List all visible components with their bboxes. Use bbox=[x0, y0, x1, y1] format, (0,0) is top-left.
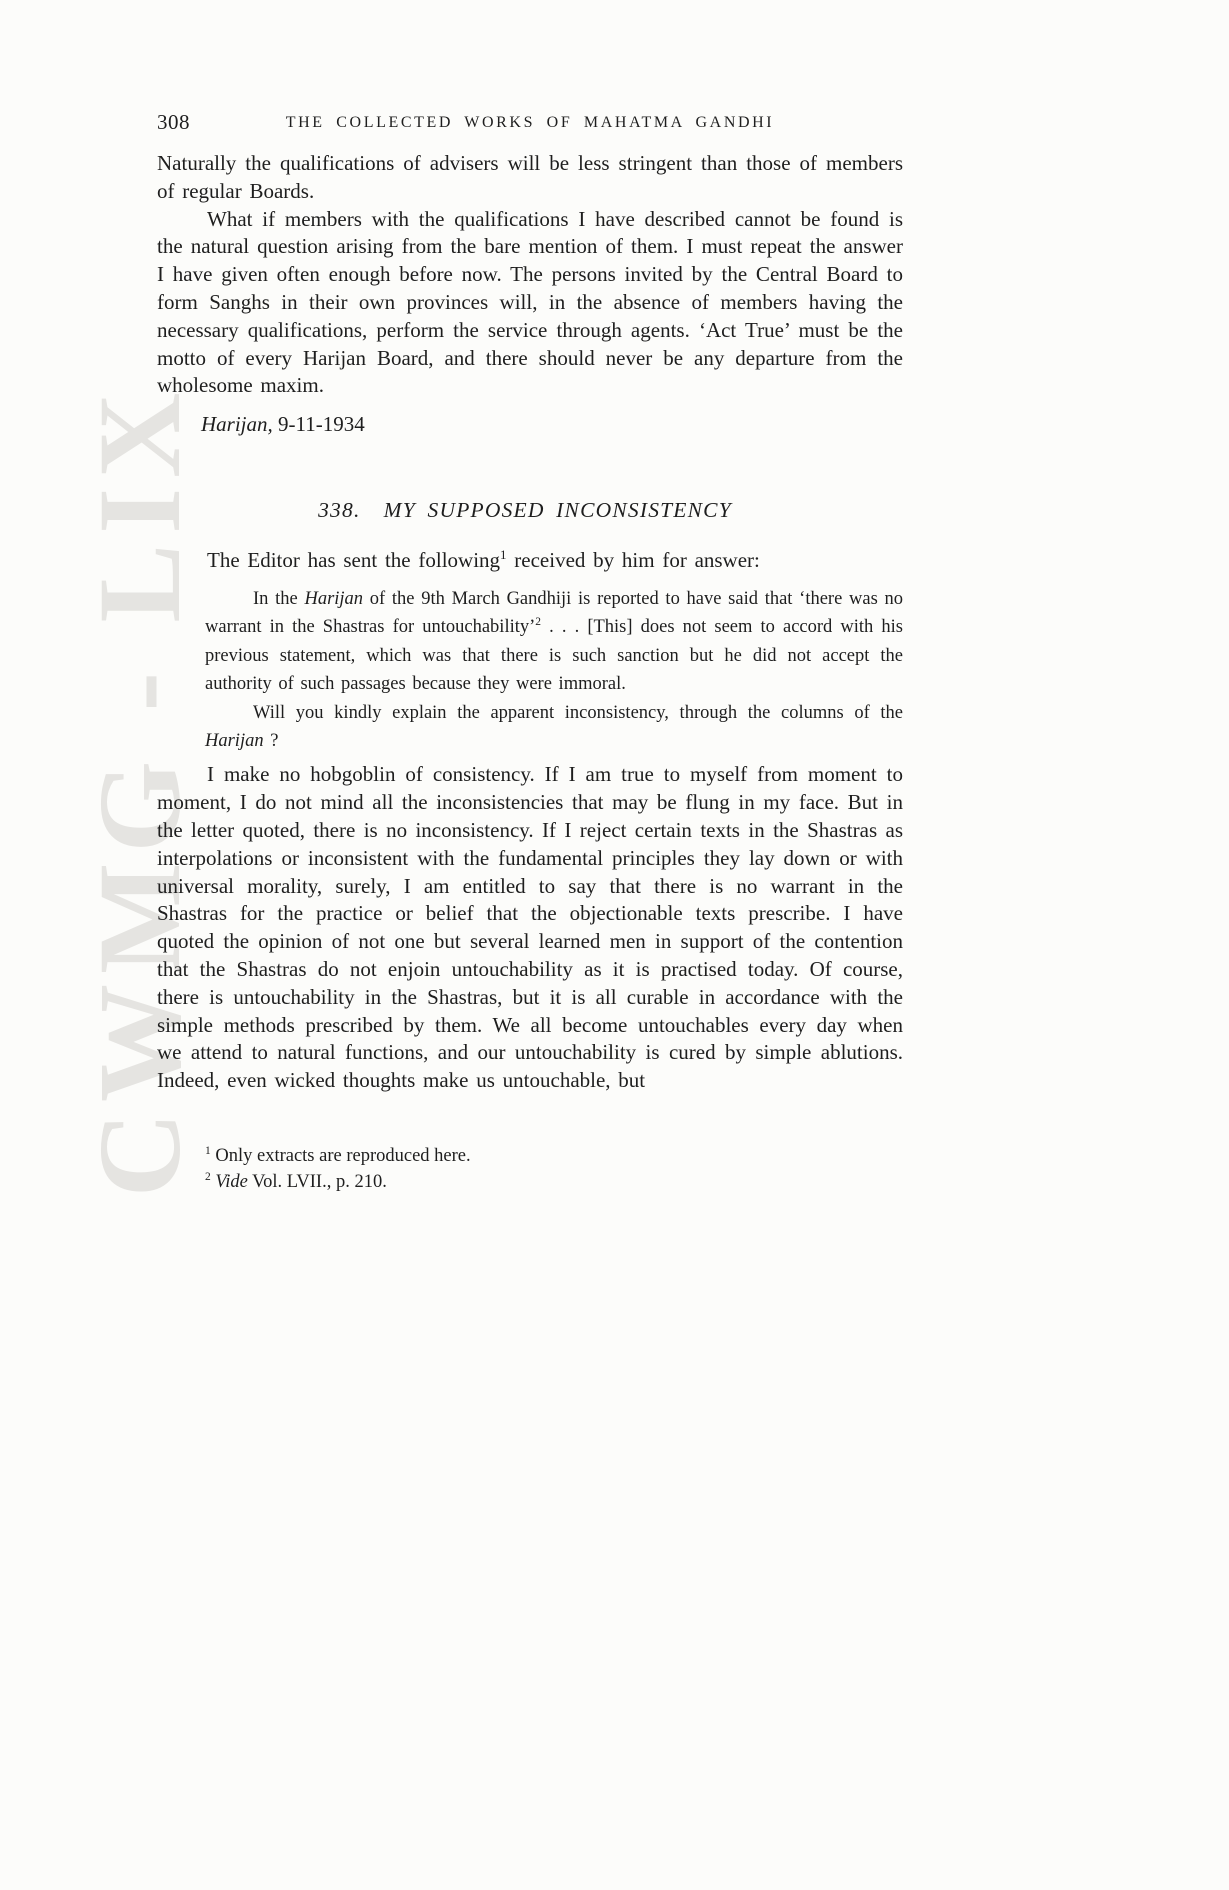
footnote: $^1$ Only extracts are reproduced here. bbox=[205, 1144, 471, 1166]
quote-paragraph: Will you kindly explain the apparent inconsistency, through the columns of the Harijan ? bbox=[205, 702, 903, 751]
quoted-letter-block bbox=[205, 585, 903, 755]
editor-intro-paragraph: The Editor has sent the following$^1$ received by him for answer: bbox=[207, 547, 760, 573]
paragraph-continuation: Naturally the qualifications of advisers will be less stringent than those of members of regular Boards. bbox=[157, 151, 903, 203]
quote-paragraph: In the Harijan of the 9th March Gandhiji is reported to have said that ‘there was no warrant in the Shastras for untouchability’$^2$ . . . [This] does not seem to accord with his previous statement, which was that there is such sanction but he did not accept the authority of such passages because they were immoral. bbox=[205, 588, 904, 695]
watermark-text: CWMG - LIX bbox=[74, 382, 205, 1198]
running-title: THE COLLECTED WORKS OF MAHATMA GANDHI bbox=[285, 114, 775, 131]
footnotes-block bbox=[205, 1143, 903, 1196]
paragraph: What if members with the qualifications I have described cannot be found is the natural question arising from the bare mention of them. I must repeat the answer I have given often enough before now. The persons invited by the Central Board to form Sanghs in their own provinces will, in the absence of members having the necessary qualifications, perform the service through agents. ‘Act True’ must be the motto of every Harijan Board, and there should never be any departure from the wholesome maxim. bbox=[157, 206, 903, 398]
section-heading: 338. MY SUPPOSED INCONSISTENCY bbox=[318, 498, 732, 523]
page-number: 308 bbox=[157, 110, 190, 134]
footnote: $^2$ Vide Vol. LVII., p. 210. bbox=[205, 1171, 387, 1193]
source-citation: Harijan, 9-11-1934 bbox=[201, 412, 365, 437]
text-block bbox=[157, 150, 903, 1196]
page-header bbox=[157, 110, 903, 138]
paragraph: I make no hobgoblin of consistency. If I am true to myself from moment to moment, I do not mind all the inconsistencies that may be flung in my face. But in the letter quoted, there is no inconsistency. If I reject certain texts in the Shastras as interpolations or inconsistent with the fundamental principles they lay down or with universal morality, surely, I am entitled to say that there is no warrant in the Shastras for the practice or belief that the objectionable texts prescribe. I have quoted the opinion of not one but several learned men in support of the contention that the Shastras do not enjoin untouchability as it is practised today. Of course, there is untouchability in the Shastras, but it is all curable in accordance with the simple methods prescribed by them. We all become untouchables every day when we attend to natural functions, and our untouchability is cured by simple ablutions. Indeed, even wicked thoughts make us untouchable, but bbox=[157, 762, 903, 1093]
